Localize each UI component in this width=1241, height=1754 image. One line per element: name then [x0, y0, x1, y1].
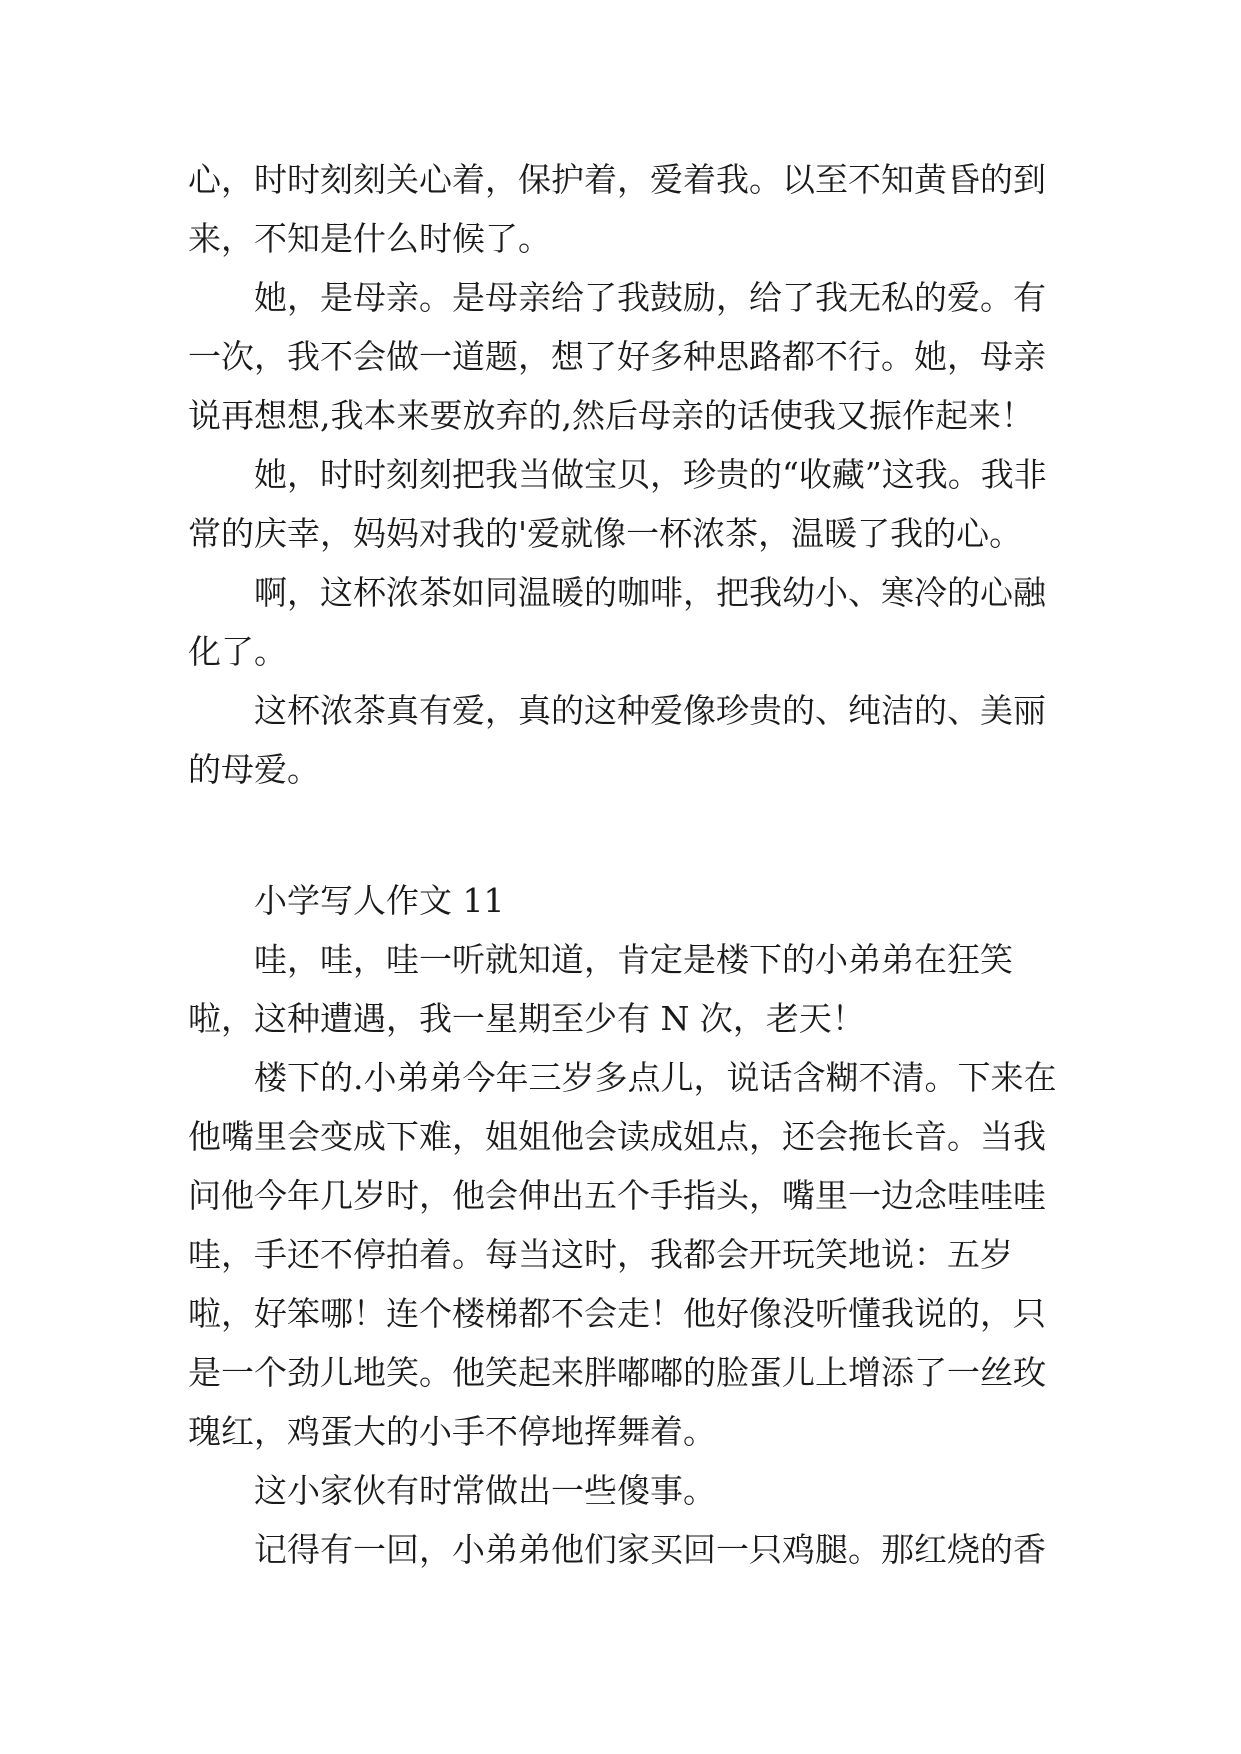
paragraph: 她，是母亲。是母亲给了我鼓励，给了我无私的爱。有一次，我不会做一道题，想了好多种思路都不行。她，母亲说再想想,我本来要放弃的,然后母亲的话使我又振作起来！ [188, 278, 1046, 435]
paragraph: 这小家伙有时常做出一些傻事。 [254, 1471, 716, 1510]
paragraph: 记得有一回，小弟弟他们家买回一只鸡腿。那红烧的香 [254, 1530, 1046, 1569]
section-title: 小学写人作文 11 [254, 881, 505, 920]
paragraph: 楼下的.小弟弟今年三岁多点儿，说话含糊不清。下来在他嘴里会变成下难，姐姐他会读成姐点，还会拖长音。当我问他今年几岁时，他会伸出五个手指头，嘴里一边念哇哇哇哇，手还不停拍着。每当这时，我都会开玩笑地说：五岁啦，好笨哪！连个楼梯都不会走！他好像没听懂我说的，只是一个劲儿地笑。他笑起来胖嘟嘟的脸蛋儿上增添了一丝玫瑰红，鸡蛋大的小手不停地挥舞着。 [188, 1058, 1057, 1451]
paragraph: 这杯浓茶真有爱，真的这种爱像珍贵的、纯洁的、美丽的母爱。 [188, 691, 1046, 789]
section-spacer [188, 799, 1068, 871]
paragraph: 啊，这杯浓茶如同温暖的咖啡，把我幼小、寒冷的心融化了。 [188, 573, 1046, 671]
paragraph: 哇，哇，哇一听就知道，肯定是楼下的小弟弟在狂笑啦，这种遭遇，我一星期至少有 N 次，老天！ [188, 940, 1013, 1038]
paragraph: 心，时时刻刻关心着，保护着，爱着我。以至不知黄昏的到来，不知是什么时候了。 [188, 160, 1046, 258]
document-page [188, 150, 1068, 1579]
paragraph: 她，时时刻刻把我当做宝贝，珍贵的“收藏”这我。我非常的庆幸，妈妈对我的'爱就像一杯浓茶，温暖了我的心。 [188, 455, 1047, 553]
